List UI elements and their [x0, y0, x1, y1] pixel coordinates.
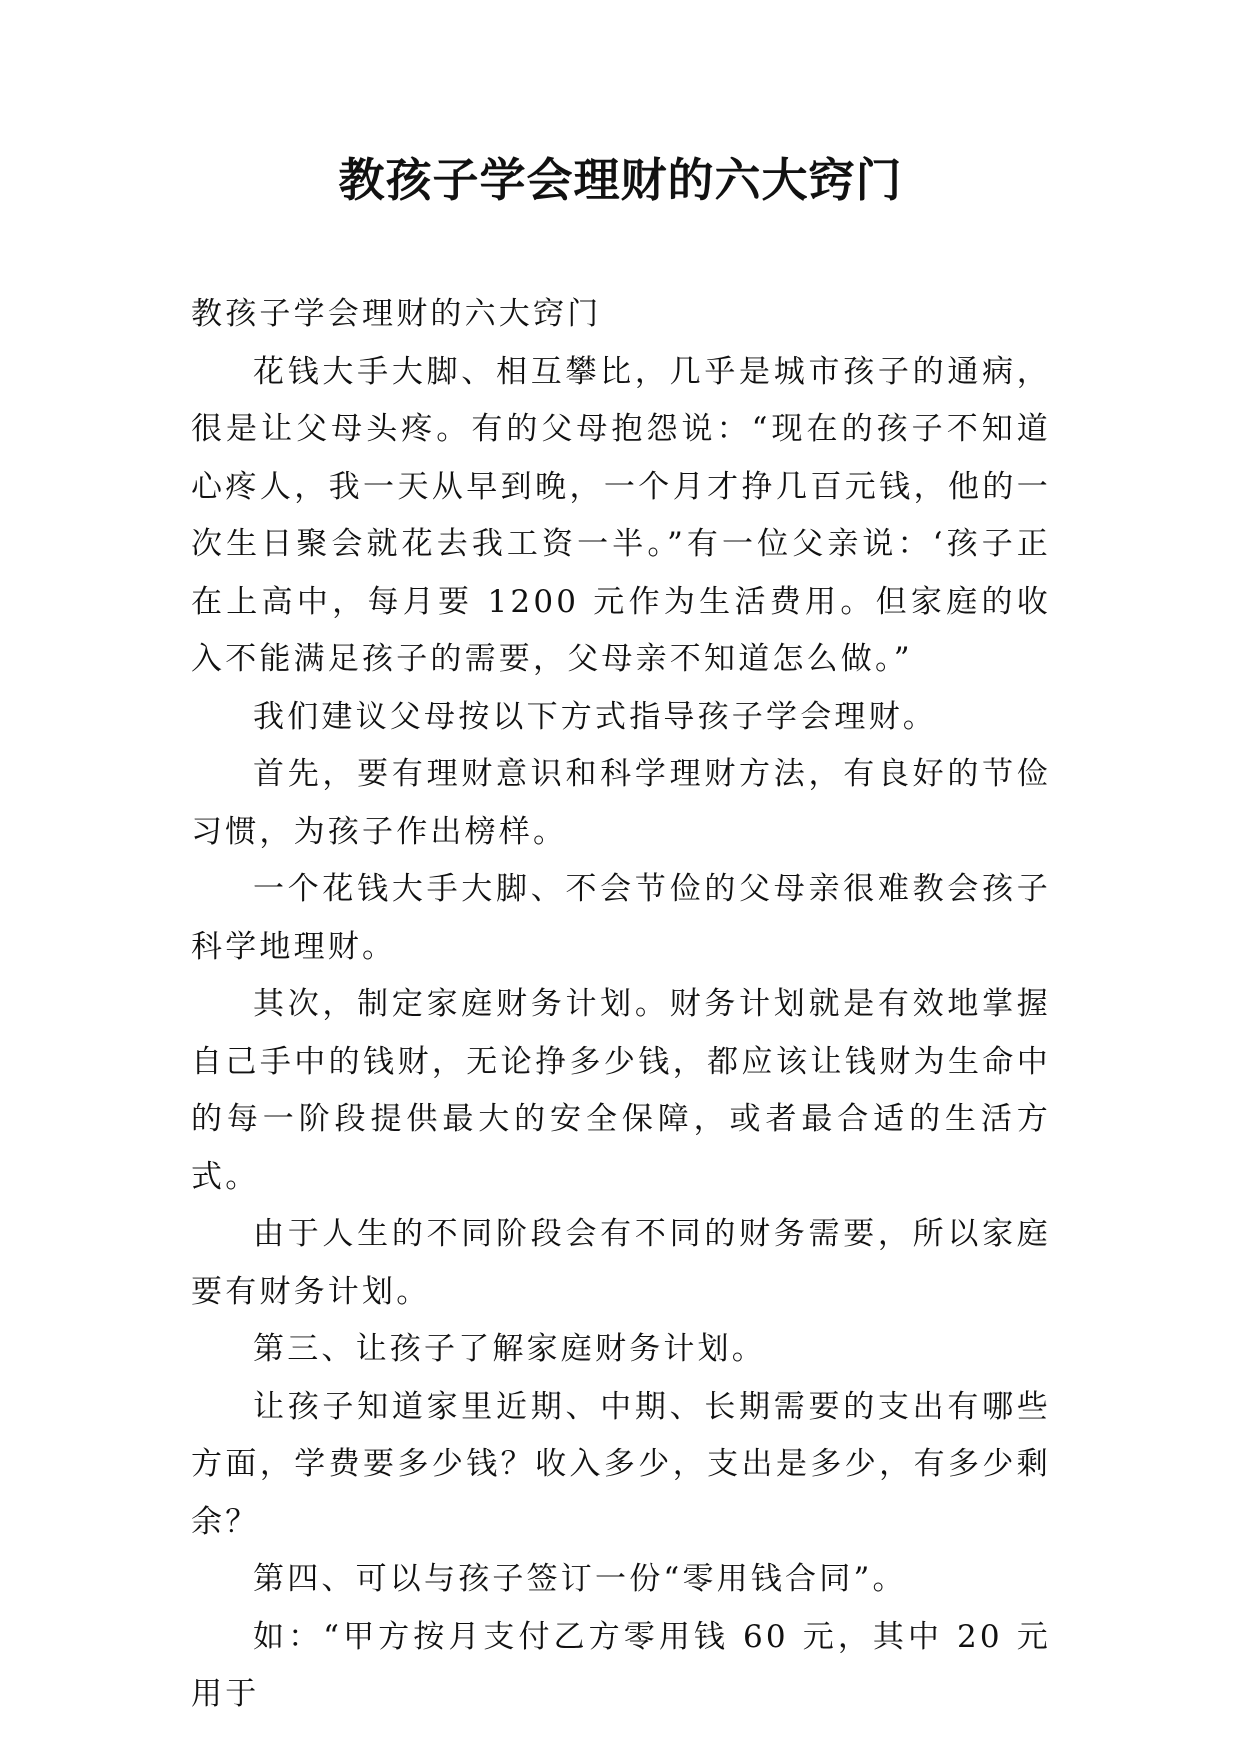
paragraph-8: 让孩子知道家里近期、中期、长期需要的支出有哪些方面，学费要多少钱？收入多少，支出是多少，有多少剩余？	[191, 1388, 1051, 1540]
paragraph-9: 第四、可以与孩子签订一份“零用钱合同”。	[253, 1561, 907, 1597]
paragraph-10: 如：“甲方按月支付乙方零用钱 60 元，其中 20 元用于	[191, 1618, 1051, 1712]
paragraph-5: 其次，制定家庭财务计划。财务计划就是有效地掌握自己手中的钱财，无论挣多少钱，都应该让钱财为生命中的每一阶段提供最大的安全保障，或者最合适的生活方式。	[191, 986, 1051, 1195]
document-title: 教孩子学会理财的六大窍门	[338, 153, 903, 207]
document-subtitle: 教孩子学会理财的六大窍门	[191, 296, 602, 332]
paragraph-2: 我们建议父母按以下方式指导孩子学会理财。	[253, 698, 937, 735]
paragraph-6: 由于人生的不同阶段会有不同的财务需要，所以家庭要有财务计划。	[191, 1216, 1051, 1310]
paragraph-3: 首先，要有理财意识和科学理财方法，有良好的节俭习惯，为孩子作出榜样。	[191, 756, 1051, 850]
paragraph-7: 第三、让孩子了解家庭财务计划。	[253, 1331, 766, 1367]
paragraph-4: 一个花钱大手大脚、不会节俭的父母亲很难教会孩子科学地理财。	[191, 871, 1051, 965]
paragraph-1: 花钱大手大脚、相互攀比，几乎是城市孩子的通病，很是让父母头疼。有的父母抱怨说：“现在的孩子不知道心疼人，我一天从早到晚，一个月才挣几百元钱，他的一次生日聚会就花去我工资一半。”有一位父亲说：‘孩子正在上高中，每月要 1200 元作为生活费用。但家庭的收入不能满足孩子的需要，父母亲不知道怎么做。”	[191, 353, 1051, 677]
document-body	[191, 286, 1051, 1724]
